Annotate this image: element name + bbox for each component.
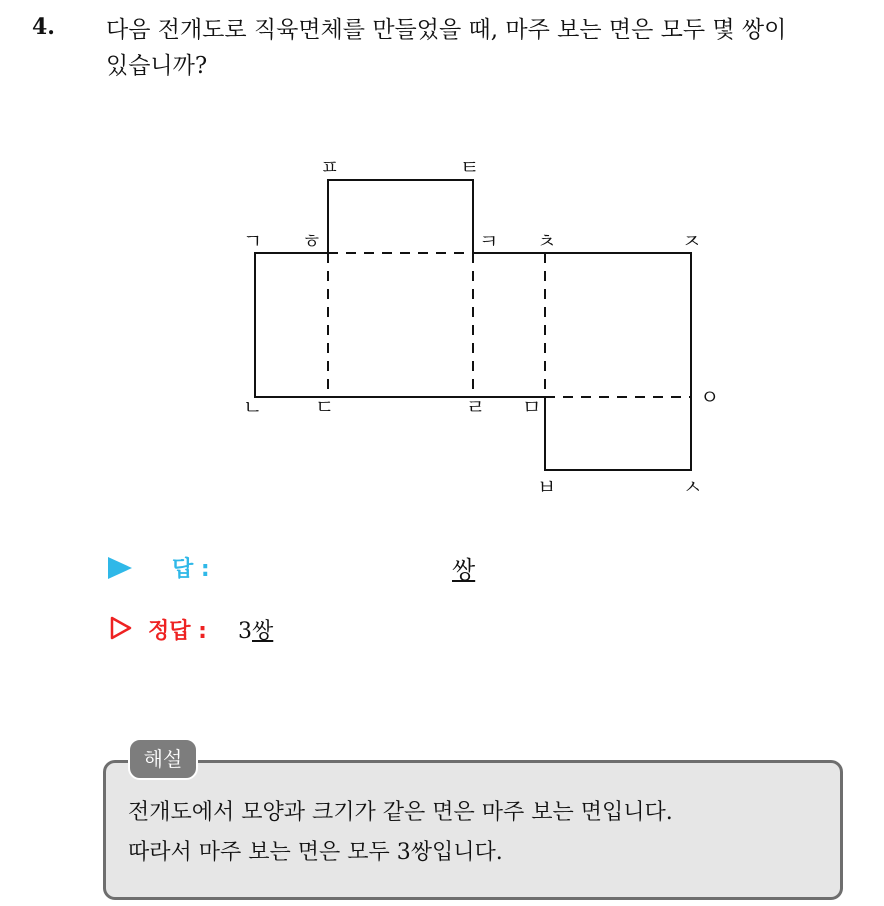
vertex-label-b: ㅂ (537, 475, 557, 499)
vertex-label-h: ㅎ (302, 229, 322, 253)
vertex-label-t: ㅌ (460, 155, 480, 179)
vertex-label-ch: ㅊ (537, 229, 557, 253)
vertex-label-s: ㅅ (683, 475, 703, 499)
correct-answer-value (238, 614, 273, 645)
answer-unit: 쌍 (452, 556, 476, 584)
vertex-label-p: ㅍ (320, 155, 340, 179)
vertex-label-g: ㄱ (243, 229, 263, 253)
question-line-1: 다음 전개도로 직육면체를 만들었을 때, 마주 보는 면은 모두 몇 쌍이 (106, 17, 787, 43)
vertex-label-m: ㅁ (522, 395, 542, 419)
correct-answer-row (108, 610, 808, 650)
vertex-label-j: ㅈ (682, 229, 702, 253)
explanation-text (128, 793, 673, 873)
correct-answer-label: 정답 : (148, 619, 207, 644)
vertex-label-n: ㄴ (243, 395, 263, 419)
vertex-label-o: ㅇ (700, 385, 720, 409)
explanation-line-2: 따라서 마주 보는 면은 모두 3쌍입니다. (128, 840, 503, 865)
question-number: 4. (32, 14, 55, 40)
vertex-label-k: ㅋ (479, 229, 499, 253)
vertex-label-d: ㄷ (315, 395, 335, 419)
answer-row (108, 548, 808, 588)
answer-label: 답 : (172, 557, 210, 582)
correct-answer-unit: 쌍 (252, 619, 274, 644)
explanation-tab: 해설 (128, 738, 198, 780)
vertex-label-r: ㄹ (466, 395, 486, 419)
correct-answer-number: 3 (238, 619, 252, 644)
question-line-2: 있습니까? (106, 53, 208, 79)
explanation-line-1: 전개도에서 모양과 크기가 같은 면은 마주 보는 면입니다. (128, 800, 673, 825)
outline-triangle-icon (110, 616, 132, 640)
play-triangle-icon (108, 557, 132, 579)
